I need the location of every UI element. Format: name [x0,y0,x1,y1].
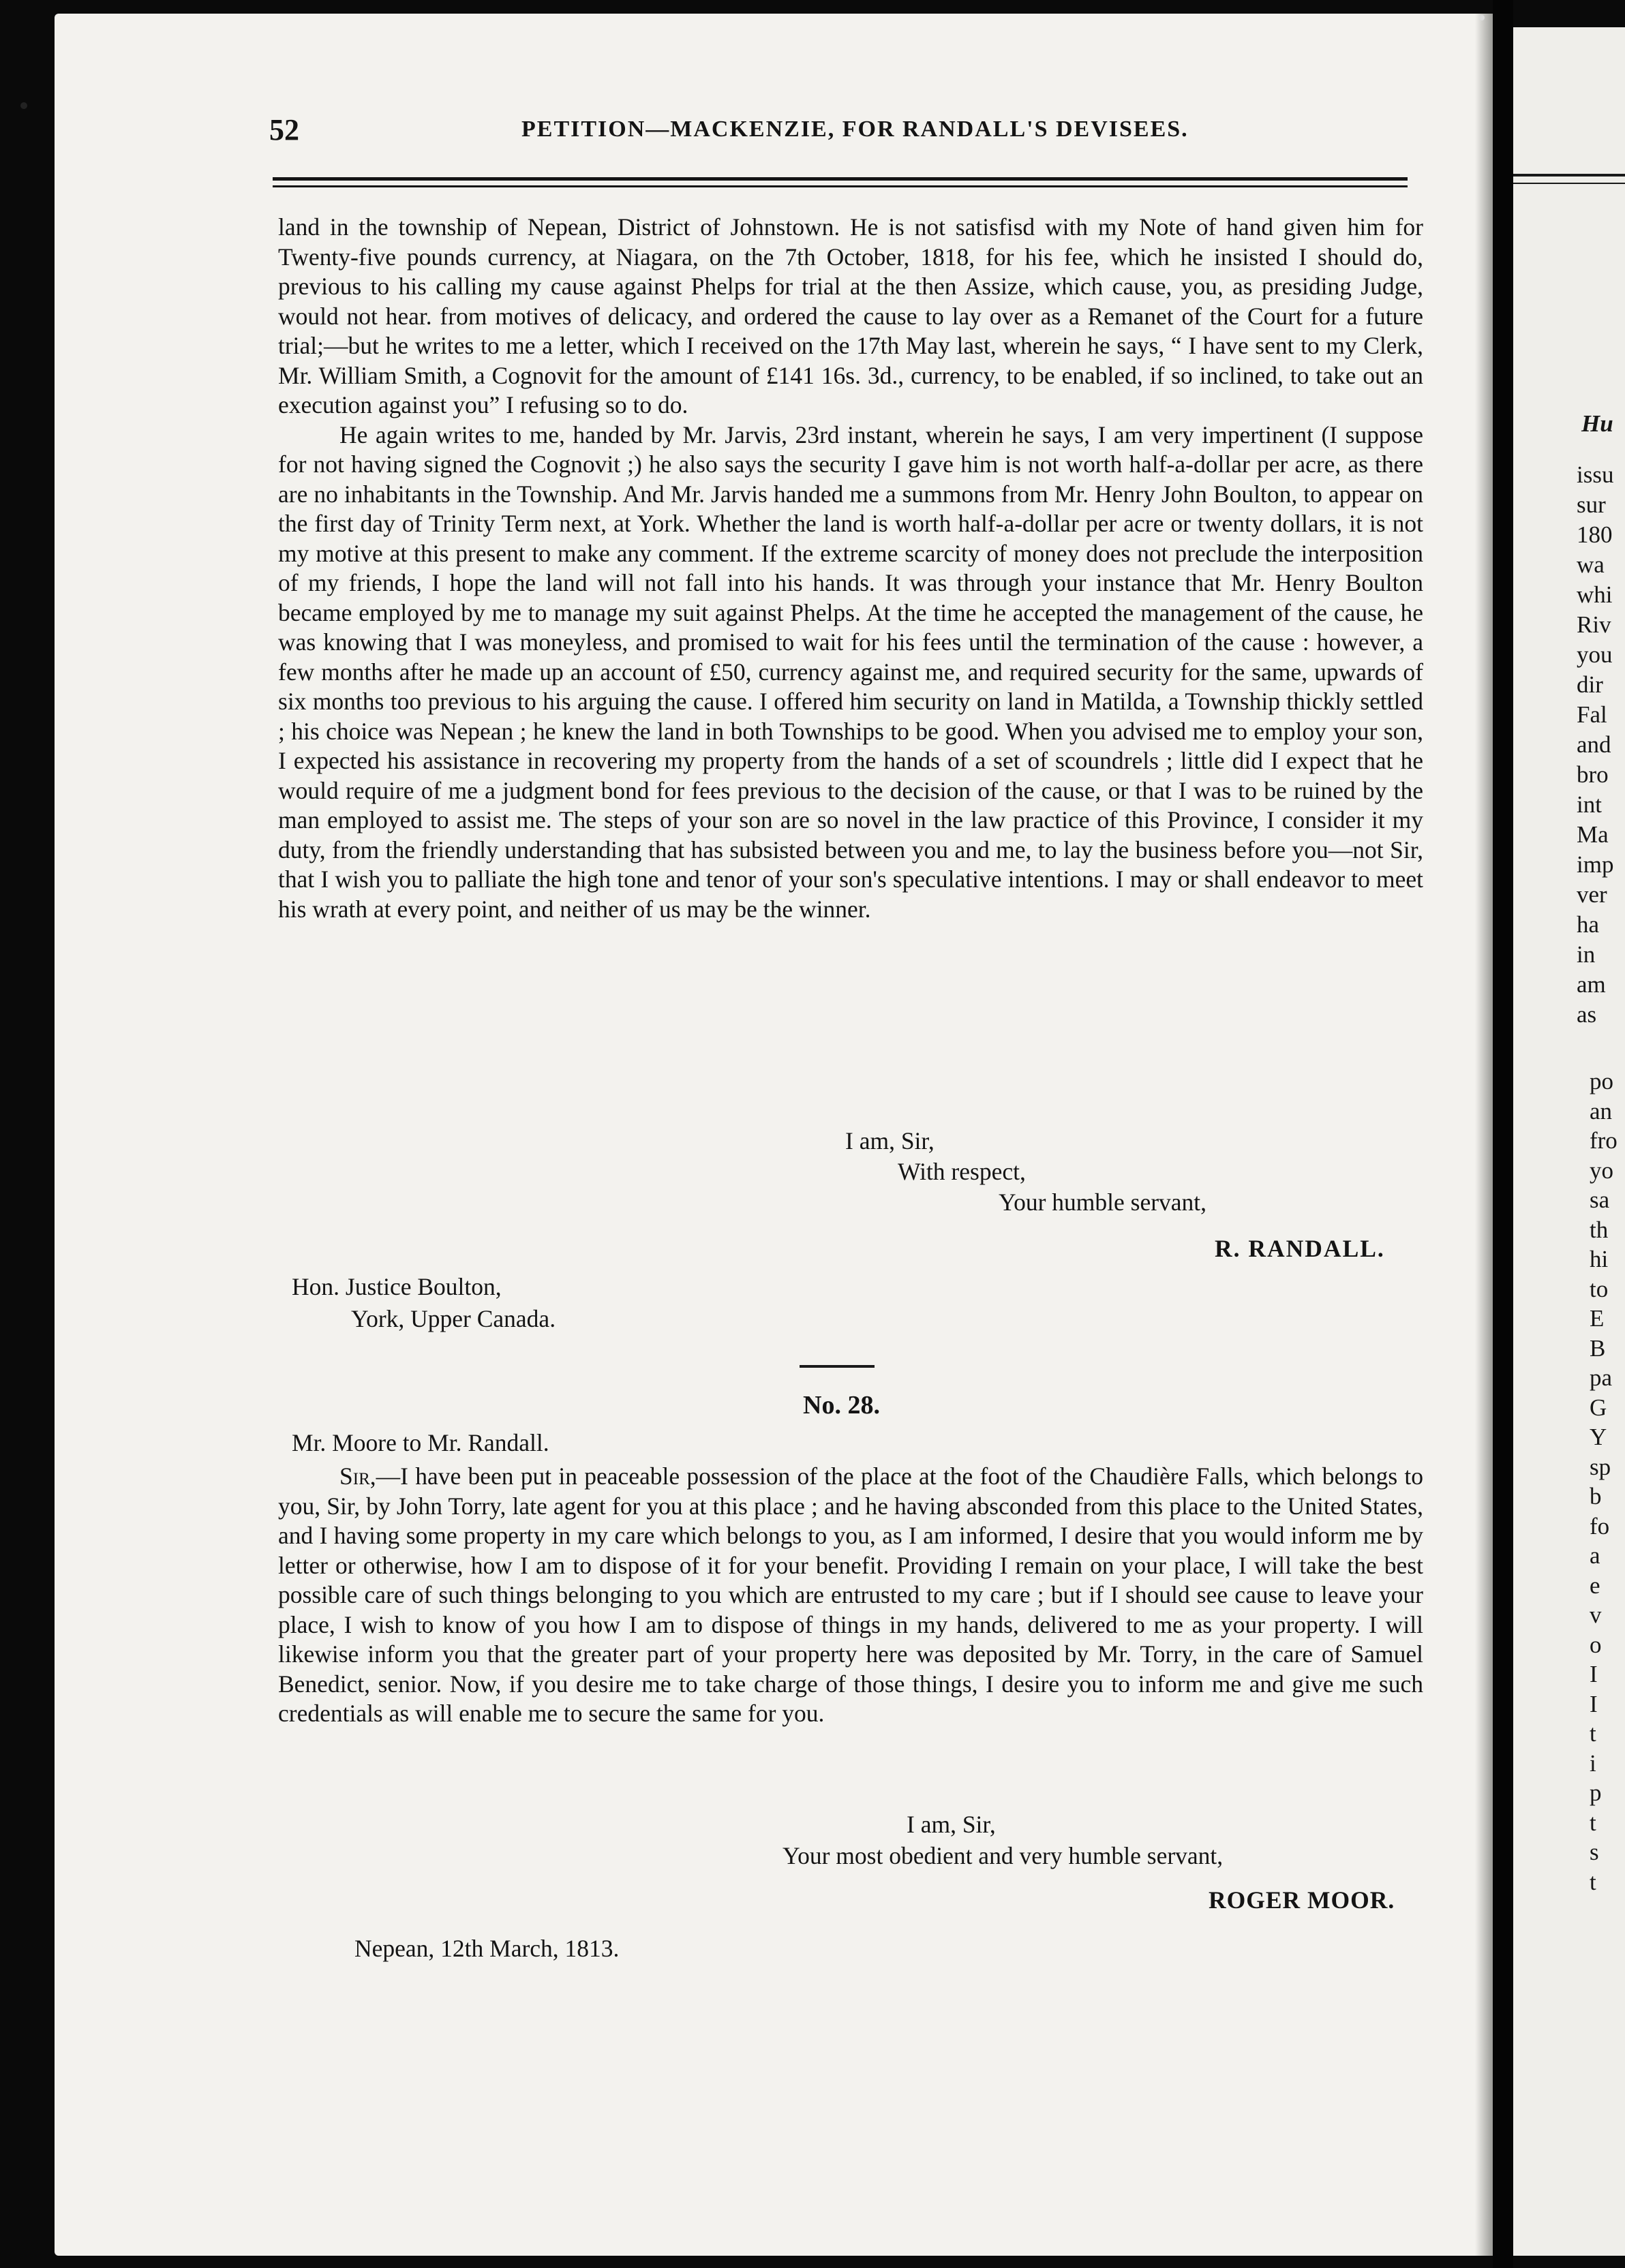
addressee-line: York, Upper Canada. [351,1305,556,1332]
facing-line-fragment: hi [1590,1246,1609,1272]
facing-line-fragment: a [1590,1542,1600,1569]
facing-line-fragment: G [1590,1394,1607,1421]
facing-line-fragment: sa [1590,1186,1610,1213]
facing-line-fragment: B [1590,1334,1606,1362]
facing-line-fragment: Riv [1577,611,1611,638]
facing-line-fragment: to [1590,1275,1609,1302]
header-rule [273,177,1408,181]
letter-heading: Mr. Moore to Mr. Randall. [292,1429,549,1456]
facing-rule [1513,174,1625,177]
facing-line-fragment: o [1590,1631,1602,1658]
facing-line-fragment: am [1577,971,1606,998]
paragraph: land in the township of Nepean, District of Johnstown. He is not satisfisd with my Note of hand given him for Twenty-five pounds currency, at Niagara, on the 7th October, 1818, for his fee, which he insisted I should do, previous to his calling my cause against Phelps for trial at the then Assize, which cause, you, as presiding Judge, would not hear. from motives of delicacy, and ordered the cause to lay over as a Remanet of the Court for a future trial;—but he writes to me a letter, which I received on the 17th May last, wherein he says, “ I have sent to my Clerk, Mr. William Smith, a Cognovit for the amount of £141 16s. 3d., currency, to be enabled, if so inclined, to take out an execution against you” I refusing so to do. [278,213,1423,418]
facing-line-fragment: sur [1577,491,1606,518]
header-rule-thin [273,185,1408,187]
facing-line-fragment: 180 [1577,521,1613,548]
addressee-line: Hon. Justice Boulton, [292,1273,502,1300]
facing-line-fragment: fo [1590,1512,1610,1539]
facing-line-fragment: Y [1590,1424,1607,1450]
page-number: 52 [269,113,299,147]
facing-line-fragment: b [1590,1483,1602,1510]
running-head [269,112,1428,147]
closing-line: Your most obedient and very humble servant, [783,1842,1224,1869]
facing-line-fragment: whi [1577,581,1613,608]
facing-line-fragment: imp [1577,851,1614,878]
letter-moore-body [278,1462,1423,1729]
facing-page [1513,27,1625,2256]
facing-line-fragment: i [1590,1749,1596,1777]
binding-gutter [1493,0,1513,2268]
facing-line-fragment: Fal [1577,701,1607,728]
facing-line-fragment: t [1590,1809,1596,1836]
facing-rule [1513,183,1625,184]
facing-line-fragment: and [1577,731,1611,758]
facing-line-fragment: p [1590,1779,1602,1806]
paragraph: He again writes to me, handed by Mr. Jarvis, 23rd instant, wherein he says, I am very impertinent (I suppose for not having signed the Cognovit ;) he also says the security I gave him is not worth half-a-dollar per acre, as there are no inhabitants in the Township. And Mr. Jarvis handed me a summons from Mr. Henry John Boulton, to appear on the first day of Trinity Term next, at York. Whether the land is worth half-a-dollar per acre or twenty dollars, it is not my motive at this present to make any comment. If the extreme scarcity of money does not preclude the interposition of my friends, I hope the land will not fall into his hands. It was through your instance that Mr. Henry Boulton became employed by me to manage my suit against Phelps. At the time he accepted the management of the cause, he was knowing that I was moneyless, and promised to wait for his fees until the termination of the cause : however, a few months after he made up an account of £50, currency against me, and required security for the same, upwards of six months too previous to his arguing the cause. I offered him security on land in Matilda, a Township thickly settled ; his choice was Nepean ; he knew the land in both Townships to be good. When you advised me to employ your son, I expected his assistance in recovering my property from the hands of a set of scoundrels ; little did I expect that he would require of me a judgment bond for fees previous to the decision of the cause, or that I was to be ruined by the man employed to assist me. The steps of your son are so novel in the law practice of this Province, I consider it my duty, from the friendly understanding that has subsisted between you and me, to lay the business before you—not Sir, that I wish you to palliate the high tone and tenor of your son's speculative intentions. I may or shall endeavor to meet his wrath at every point, and neither of us may be the winner. [278,420,1423,923]
signature-randall: R. RANDALL. [1215,1235,1385,1262]
speck [1479,15,1485,20]
section-divider [800,1365,875,1368]
closing-line: With respect, [898,1158,1026,1185]
facing-line-fragment: pa [1590,1364,1613,1391]
signature-moor: ROGER MOOR. [1209,1886,1395,1914]
facing-line-fragment: bro [1577,761,1609,788]
facing-line-fragment: ver [1577,881,1607,908]
facing-line-fragment: I [1590,1661,1598,1687]
facing-line-fragment: you [1577,641,1613,668]
facing-line-fragment: Ma [1577,821,1609,848]
facing-line-fragment: t [1590,1720,1596,1747]
letter-number: No. 28. [803,1391,880,1420]
facing-line-fragment: fro [1590,1127,1618,1154]
facing-line-fragment: dir [1577,671,1603,698]
facing-line-fragment: int [1577,791,1602,818]
facing-line-fragment: s [1590,1839,1599,1865]
facing-line-fragment: I [1590,1690,1598,1717]
place-date: Nepean, 12th March, 1813. [354,1935,620,1962]
facing-line-fragment: e [1590,1572,1600,1599]
facing-line-fragment: as [1577,1001,1597,1028]
facing-line-fragment: sp [1590,1453,1611,1480]
facing-line-fragment: in [1577,941,1596,968]
facing-line-fragment: wa [1577,551,1605,578]
facing-line-fragment: po [1590,1068,1613,1094]
facing-heading: Hu [1581,410,1613,437]
facing-line-fragment: v [1590,1602,1602,1628]
closing-line: I am, Sir, [907,1811,996,1838]
facing-line-fragment: E [1590,1305,1605,1332]
speck [20,102,27,109]
facing-line-fragment: an [1590,1097,1613,1124]
facing-line-fragment: th [1590,1216,1609,1243]
salutation: Sir, [339,1462,376,1490]
facing-line-fragment: ha [1577,911,1600,938]
paragraph: —I have been put in peaceable possession of the place at the foot of the Chaudière Falls, which belongs to you, Sir, by John Torry, late agent for you at this place ; and he having absconded from this place to the United States, and I having some property in my care which belongs to you, as I am informed, I desire that you would inform me by letter or otherwise, how I am to dispose of it for your benefit. Providing I remain on your place, I will take the best possible care of such things belonging to you which are entrusted to my care ; but if I should see cause to leave your place, I wish to know of you how I am to dispose of things in my hands, delivered to me as your property. I will likewise inform you that the greater part of your property here was deposited by Mr. Torry, in the care of Samuel Benedict, senior. Now, if you desire me to take charge of those things, I desire you to inform me and give me such credentials as will enable me to secure the same for you. [278,1462,1423,1727]
running-title: PETITION—MACKENZIE, FOR RANDALL'S DEVISEES. [521,117,1189,142]
letter-randall-body [278,213,1423,924]
closing-line: I am, Sir, [845,1127,935,1154]
closing-line: Your humble servant, [999,1189,1207,1216]
facing-line-fragment: issu [1577,461,1614,488]
facing-line-fragment: t [1590,1868,1596,1895]
facing-line-fragment: yo [1590,1156,1613,1184]
